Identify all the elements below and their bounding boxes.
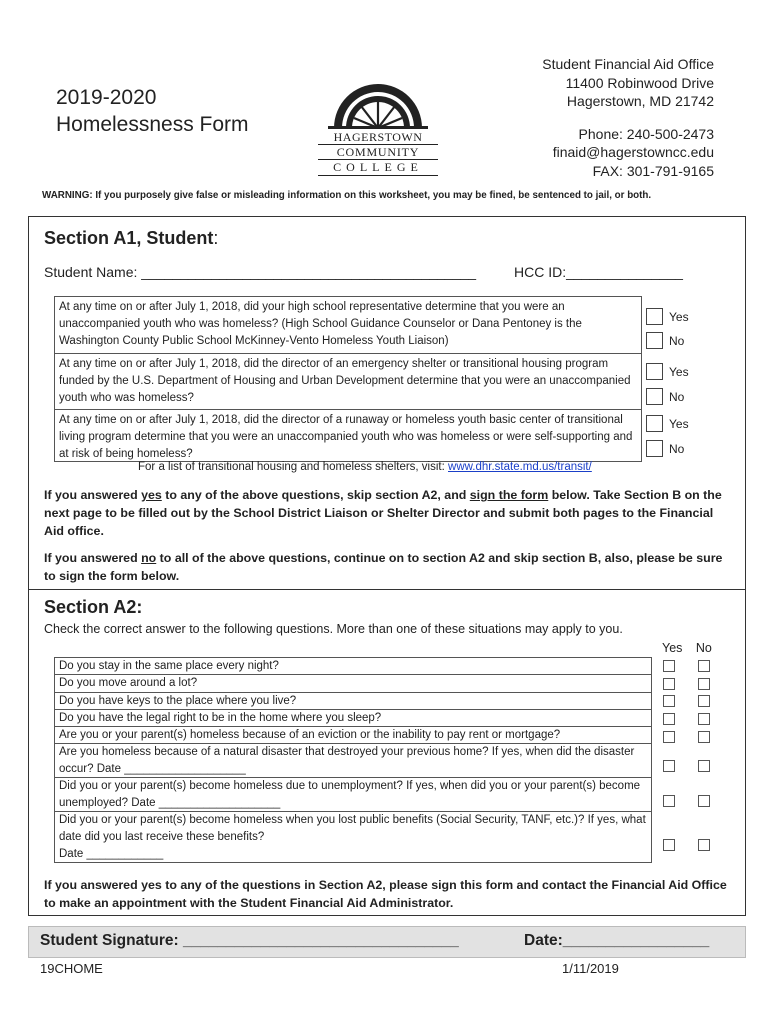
a1-question-table	[54, 296, 642, 462]
checkbox[interactable]	[646, 308, 663, 325]
revision-date: 1/11/2019	[562, 961, 619, 976]
form-title	[56, 84, 249, 138]
a1-q2-no[interactable]: No	[646, 388, 684, 405]
student-signature-field[interactable]: Student Signature: ________________________________	[40, 932, 459, 949]
college-logo	[318, 60, 438, 174]
a1-q3-no[interactable]: No	[646, 440, 684, 457]
a2-question-6: Are you homeless because of a natural disaster that destroyed your previous home? If yes, when did the disaster occur? Date ___________________	[55, 744, 651, 778]
transit-link[interactable]: www.dhr.state.md.us/transit/	[448, 461, 592, 473]
checkbox[interactable]	[646, 440, 663, 457]
a2-q4-no-checkbox[interactable]	[698, 713, 710, 725]
a2-q3-no-checkbox[interactable]	[698, 695, 710, 707]
a2-q6-yes-checkbox[interactable]	[663, 760, 675, 772]
warning-text: WARNING: If you purposely give false or misleading information on this worksheet, you may be fined, be sentenced to jail, or both.	[42, 190, 652, 201]
a2-q8-yes-checkbox[interactable]	[663, 839, 675, 851]
section-a2-heading: Section A2:	[44, 597, 143, 617]
a2-q8-no-checkbox[interactable]	[698, 839, 710, 851]
a2-q5-yes-checkbox[interactable]	[663, 731, 675, 743]
logo-line-community: COMMUNITY	[318, 144, 438, 160]
a2-q5-no-checkbox[interactable]	[698, 731, 710, 743]
signature-date-field[interactable]: Date:_________________	[524, 932, 710, 949]
yes-instructions: If you answered yes to any of the above questions, skip section A2, and sign the form below. Take Section B on the next page to be filled out by the School District Liaison or Shelter Director and submit both pages to the Financial Aid office.	[44, 488, 722, 538]
a2-question-1: Do you stay in the same place every night?	[55, 658, 651, 675]
checkbox[interactable]	[646, 388, 663, 405]
a1-q3-yes[interactable]: Yes	[646, 415, 689, 432]
a1-question-2: At any time on or after July 1, 2018, did the director of an emergency shelter or transitional housing program funded by the U.S. Department of Housing and Urban Development determine that you were an unaccompanied youth who was homeless?	[55, 354, 641, 410]
student-name-field[interactable]: Student Name: ___________________________________________	[44, 264, 477, 280]
office-street: 11400 Robinwood Drive	[565, 74, 714, 91]
yes-no-header: Yes No	[662, 641, 712, 655]
checkbox[interactable]	[646, 363, 663, 380]
no-instructions: If you answered no to all of the above questions, continue on to section A2 and skip section B, also, please be sure to sign the form below.	[44, 551, 723, 583]
a1-q1-no[interactable]: No	[646, 332, 684, 349]
hcc-id-field[interactable]: HCC ID:_______________	[514, 264, 683, 280]
a2-question-7: Did you or your parent(s) become homeless due to unemployment? If yes, when did you or your parent(s) become unemployed? Date ___________________	[55, 778, 651, 812]
a2-question-8: Did you or your parent(s) become homeless when you lost public benefits (Social Security, TANF, etc.)? If yes, what date did you last receive these benefits? Date ____________	[59, 814, 646, 861]
logo-arch-icon	[318, 60, 438, 130]
a1-q2-yes[interactable]: Yes	[646, 363, 689, 380]
a2-q3-yes-checkbox[interactable]	[663, 695, 675, 707]
a2-question-3: Do you have keys to the place where you live?	[55, 693, 651, 710]
a2-question-table	[54, 657, 652, 863]
section-a1-heading: Section A1, Student:	[44, 228, 219, 248]
a1-q1-yes[interactable]: Yes	[646, 308, 689, 325]
a2-q1-no-checkbox[interactable]	[698, 660, 710, 672]
a2-q4-yes-checkbox[interactable]	[663, 713, 675, 725]
office-name: Student Financial Aid Office	[542, 56, 714, 72]
a2-q7-yes-checkbox[interactable]	[663, 795, 675, 807]
a2-q7-no-checkbox[interactable]	[698, 795, 710, 807]
section-a2-intro: Check the correct answer to the following questions. More than one of these situations may apply to you.	[44, 622, 623, 636]
logo-line-college: COLLEGE	[318, 159, 438, 176]
form-code: 19CHOME	[40, 961, 103, 976]
a2-q1-yes-checkbox[interactable]	[663, 660, 675, 672]
a2-q2-yes-checkbox[interactable]	[663, 678, 675, 690]
checkbox[interactable]	[646, 332, 663, 349]
a1-question-1: At any time on or after July 1, 2018, did your high school representative determine that you were an unaccompanied youth who was homeless? (High School Guidance Counselor or Dana Pentoney is the Washington County Public School McKinney-Vento Homeless Youth Liaison)	[55, 297, 641, 354]
a1-question-3: At any time on or after July 1, 2018, did the director of a runaway or homeless youth basic center of transitional living program determine that you were an unaccompanied youth who was homeless or were self-supporting and at risk of being homeless?	[59, 414, 633, 460]
a2-q2-no-checkbox[interactable]	[698, 678, 710, 690]
checkbox[interactable]	[646, 415, 663, 432]
a2-closing-instructions: If you answered yes to any of the questions in Section A2, please sign this form and contact the Financial Aid Office to make an appointment with the Student Financial Aid Administrator.	[44, 878, 727, 910]
logo-line-hagerstown: HAGERSTOWN	[333, 130, 423, 144]
a2-question-2: Do you move around a lot?	[55, 675, 651, 692]
office-email[interactable]: finaid@hagerstowncc.edu	[552, 144, 714, 160]
form-year: 2019-2020	[56, 86, 157, 109]
office-fax: FAX: 301-791-9165	[592, 162, 714, 179]
transit-note: For a list of transitional housing and homeless shelters, visit: www.dhr.state.md.us/transit/	[138, 461, 592, 473]
office-phone: Phone: 240-500-2473	[578, 125, 714, 142]
form-name: Homelessness Form	[56, 113, 249, 136]
a2-question-4: Do you have the legal right to be in the home where you sleep?	[55, 710, 651, 727]
a2-question-5: Are you or your parent(s) homeless because of an eviction or the inability to pay rent or mortgage?	[55, 727, 651, 744]
office-city: Hagerstown, MD 21742	[566, 93, 714, 109]
a2-q6-no-checkbox[interactable]	[698, 760, 710, 772]
office-contact	[542, 55, 714, 180]
